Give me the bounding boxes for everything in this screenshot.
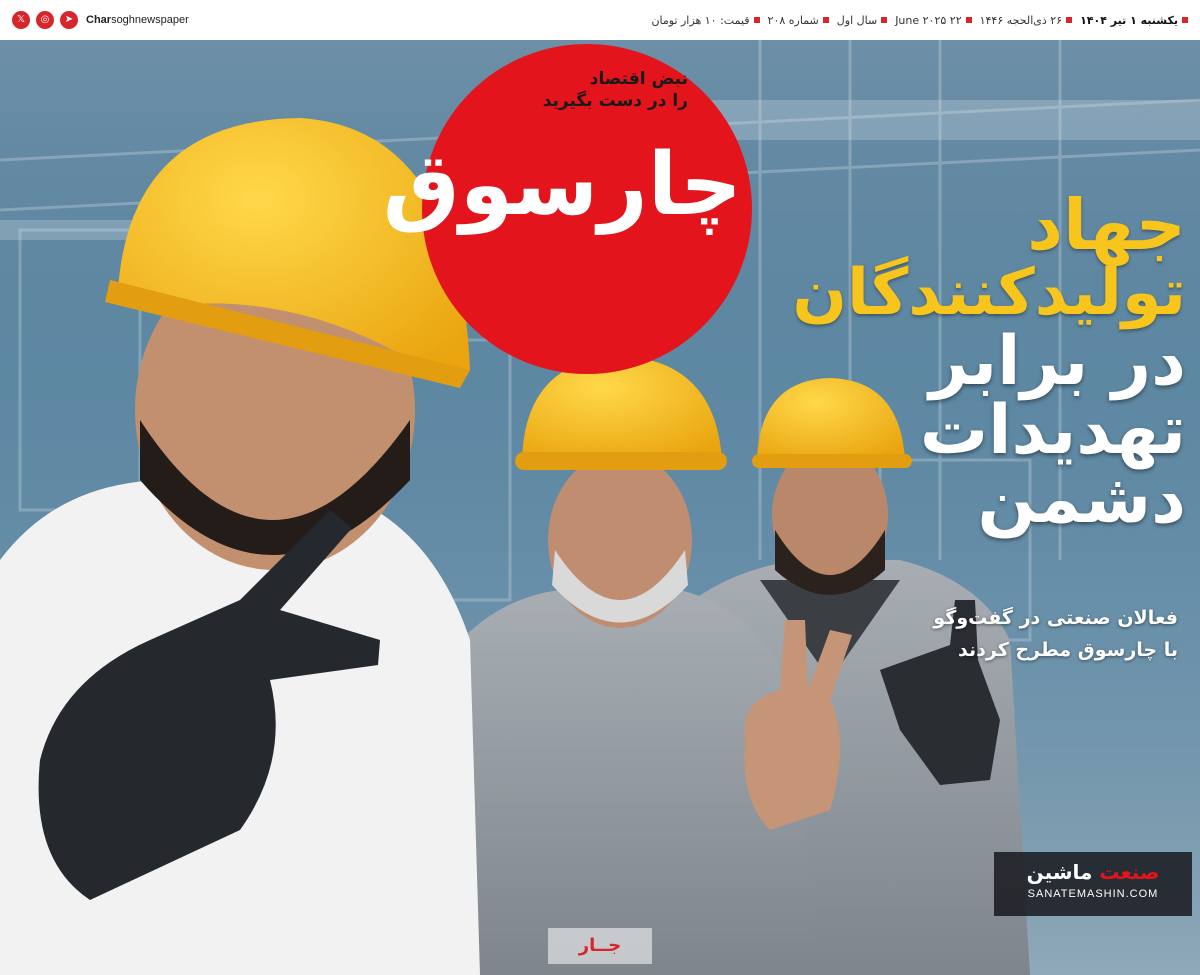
instagram-icon[interactable]: ◎ <box>36 11 54 29</box>
handle-rest: soghnewspaper <box>111 14 189 26</box>
subhead-line-2: با چارسوق مطرح کردند <box>958 639 1178 661</box>
bullet-square-icon <box>823 17 829 23</box>
bullet-square-icon <box>1182 17 1188 23</box>
headline-line-4: تهدیدات <box>919 391 1186 471</box>
issue-price: قیمت: ۱۰ هزار تومان <box>651 14 759 27</box>
sanatemashin-watermark <box>994 852 1192 916</box>
bottom-watermark: جــار <box>548 928 652 964</box>
issue-date: یکشنبه ۱ تیر ۱۴۰۴ <box>1080 14 1188 27</box>
issue-number: شماره ۲۰۸ <box>768 14 829 27</box>
bullet-square-icon <box>1066 17 1072 23</box>
issue-hijri-date: ۲۶ ذی‌الحجه ۱۴۴۶ <box>980 14 1072 27</box>
tagline-line-1: نبض اقتصاد <box>589 69 688 89</box>
issue-meta <box>651 14 1188 27</box>
headline-line-1: جهاد <box>1027 184 1186 266</box>
x-icon[interactable]: 𝕏 <box>12 11 30 29</box>
headline-line-2: تولیدکنندگان <box>792 256 1186 331</box>
newspaper-logo[interactable]: چارسوق <box>382 135 742 235</box>
masthead-tagline <box>538 68 688 112</box>
bullet-square-icon <box>881 17 887 23</box>
handle-bold: Char <box>86 14 112 26</box>
sub-headline <box>858 602 1178 666</box>
main-headline <box>666 184 1186 540</box>
social-handle[interactable] <box>86 14 189 26</box>
headline-line-5: دشمن <box>977 460 1186 540</box>
headline-line-3: در برابر <box>929 321 1186 401</box>
top-info-bar <box>0 0 1200 40</box>
watermark-site: SANATEMASHIN.COM <box>1027 888 1159 900</box>
watermark-title: صنعت ماشین <box>1026 860 1160 884</box>
tagline-line-2: را در دست بگیرید <box>542 91 688 111</box>
bullet-square-icon <box>754 17 760 23</box>
bullet-square-icon <box>966 17 972 23</box>
subhead-line-1: فعالان صنعتی در گفت‌وگو <box>933 607 1178 629</box>
issue-year: سال اول <box>837 14 887 27</box>
telegram-icon[interactable]: ➤ <box>60 11 78 29</box>
social-links <box>12 11 78 29</box>
issue-gregorian-date: ۲۲ June ۲۰۲۵ <box>895 14 971 27</box>
